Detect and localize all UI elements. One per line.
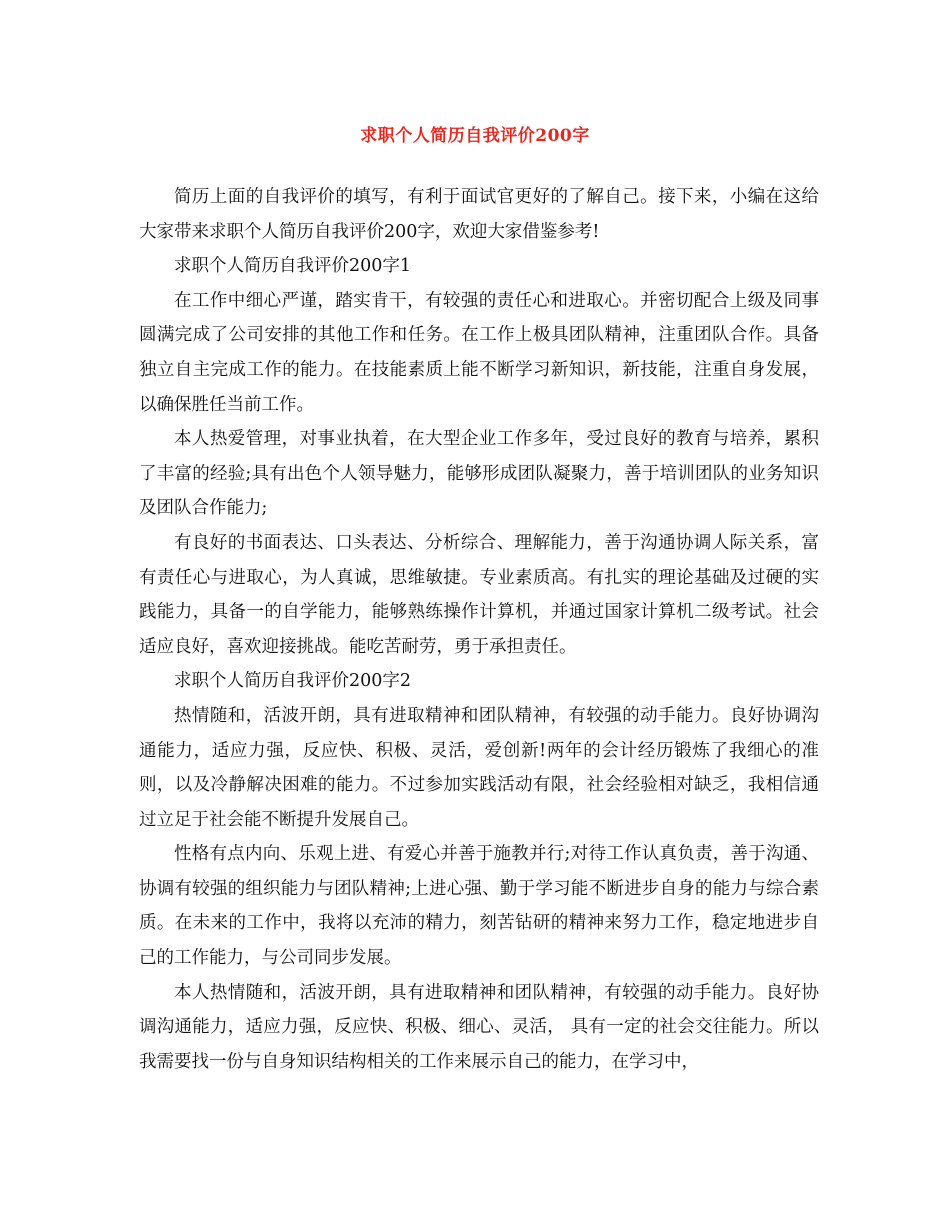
paragraph: 性格有点内向、乐观上进、有爱心并善于施教并行;对待工作认真负责，善于沟通、协调有较强的组织能力与团队精神;上进心强、勤于学习能不断进步自身的能力与综合素质。在未来的工作中，我将以充沛的精力，刻苦钻研的精神来努力工作，稳定地进步自己的工作能力，与公司同步发展。 bbox=[139, 844, 819, 969]
document-body bbox=[139, 180, 819, 1079]
section-heading-2: 求职个人简历自我评价200字2 bbox=[174, 671, 412, 692]
document-title: 求职个人简历自我评价200字 bbox=[360, 126, 590, 146]
paragraph: 有良好的书面表达、口头表达、分析综合、理解能力，善于沟通协调人际关系，富有责任心与进取心，为人真诚，思维敏捷。专业素质高。有扎实的理论基础及过硬的实践能力，具备一的自学能力，能够熟练操作计算机，并通过国家计算机二级考试。社会适应良好，喜欢迎接挑战。能吃苦耐劳，勇于承担责任。 bbox=[139, 532, 819, 657]
paragraph: 热情随和，活波开朗，具有进取精神和团队精神，有较强的动手能力。良好协调沟通能力，适应力强，反应快、积极、灵活，爱创新!两年的会计经历锻炼了我细心的准则，以及冷静解决困难的能力。不过参加实践活动有限，社会经验相对缺乏，我相信通过立足于社会能不断提升发展自己。 bbox=[139, 705, 819, 830]
intro-paragraph: 简历上面的自我评价的填写，有利于面试官更好的了解自己。接下来，小编在这给大家带来求职个人简历自我评价200字，欢迎大家借鉴参考! bbox=[139, 187, 819, 242]
paragraph: 在工作中细心严谨，踏实肯干，有较强的责任心和进取心。并密切配合上级及同事圆满完成了公司安排的其他工作和任务。在工作上极具团队精神，注重团队合作。具备独立自主完成工作的能力。在技能素质上能不断学习新知识，新技能，注重自身发展，以确保胜任当前工作。 bbox=[139, 290, 819, 415]
section-heading-1: 求职个人简历自我评价200字1 bbox=[174, 256, 412, 277]
paragraph: 本人热爱管理，对事业执着，在大型企业工作多年，受过良好的教育与培养，累积了丰富的经验;具有出色个人领导魅力，能够形成团队凝聚力，善于培训团队的业务知识及团队合作能力; bbox=[139, 429, 819, 519]
paragraph: 本人热情随和，活波开朗，具有进取精神和团队精神，有较强的动手能力。良好协调沟通能力，适应力强，反应快、积极、细心、灵活， 具有一定的社会交往能力。所以我需要找一份与自身知识结构相关的工作来展示自己的能力，在学习中， bbox=[139, 982, 819, 1072]
